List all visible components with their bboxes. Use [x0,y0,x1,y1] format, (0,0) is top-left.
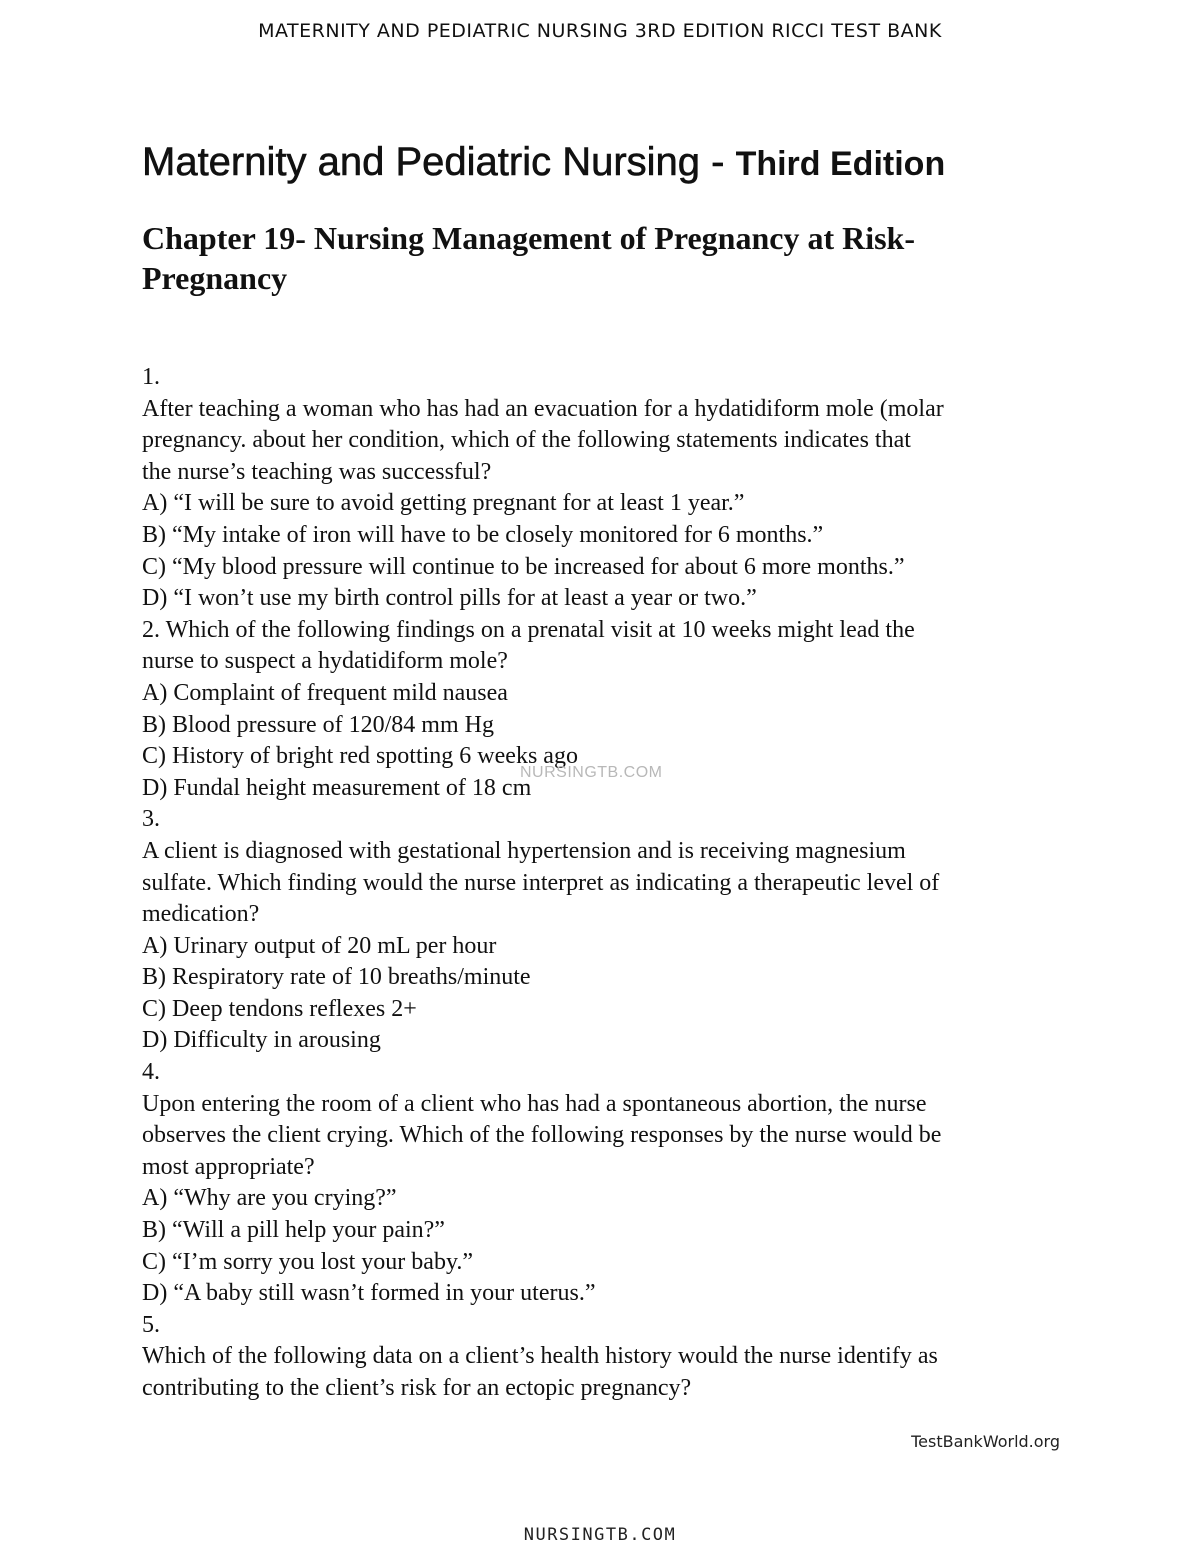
question-1-stem-line: After teaching a woman who has had an evacuation for a hydatidiform mole (molar [142,395,944,422]
question-2-option-d: D) Fundal height measurement of 18 cm [142,774,532,801]
question-5-number: 5. [142,1311,160,1338]
question-1-option-d: D) “I won’t use my birth control pills for at least a year or two.” [142,585,757,612]
question-4-option-b: B) “Will a pill help your pain?” [142,1217,445,1244]
question-1-number: 1. [142,364,160,390]
document-title-main: Maternity and Pediatric Nursing - [142,140,736,184]
question-2-stem-line: 2. Which of the following findings on a prenatal visit at 10 weeks might lead the [142,616,915,643]
question-3-option-d: D) Difficulty in arousing [142,1027,381,1054]
question-3-option-b: B) Respiratory rate of 10 breaths/minute [142,964,531,991]
question-1-option-c: C) “My blood pressure will continue to be increased for about 6 more months.” [142,553,905,580]
question-1-stem-line: the nurse’s teaching was successful? [142,458,492,485]
document-title [142,140,945,185]
question-2-stem-line: nurse to suspect a hydatidiform mole? [142,648,508,675]
footer-site-label: TestBankWorld.org [911,1432,1060,1451]
question-3-option-a: A) Urinary output of 20 mL per hour [142,932,497,959]
question-2-option-c: C) History of bright red spotting 6 weeks ago [142,743,578,770]
question-2-option-b: B) Blood pressure of 120/84 mm Hg [142,711,494,738]
question-3-number: 3. [142,806,160,833]
question-1-option-a: A) “I will be sure to avoid getting pregnant for at least 1 year.” [142,490,745,517]
question-1-option-b: B) “My intake of iron will have to be closely monitored for 6 months.” [142,521,824,548]
question-3-stem-line: sulfate. Which finding would the nurse interpret as indicating a therapeutic level of [142,869,940,896]
question-4-number: 4. [142,1059,160,1086]
question-3-option-c: C) Deep tendons reflexes 2+ [142,995,417,1022]
footer-bottom-label: NURSINGTB.COM [523,1525,677,1545]
question-4-option-c: C) “I’m sorry you lost your baby.” [142,1248,474,1275]
running-header: MATERNITY AND PEDIATRIC NURSING 3RD EDITION RICCI TEST BANK [258,20,942,42]
question-4-option-d: D) “A baby still wasn’t formed in your uterus.” [142,1280,596,1307]
document-title-edition: Third Edition [735,145,946,183]
question-3-stem-line: A client is diagnosed with gestational hypertension and is receiving magnesium [142,837,906,864]
question-4-option-a: A) “Why are you crying?” [142,1185,397,1212]
chapter-title-line-1: Chapter 19- Nursing Management of Pregnancy at Risk- [142,220,915,256]
question-list [142,362,1072,1405]
question-3-stem-line: medication? [142,901,260,928]
chapter-title-line-2: Pregnancy [142,260,288,296]
question-4-stem-line: most appropriate? [142,1153,315,1180]
watermark: NURSINGTB.COM [520,764,663,781]
question-2-option-a: A) Complaint of frequent mild nausea [142,679,508,706]
question-1-stem-line: pregnancy. about her condition, which of the following statements indicates that [142,427,911,454]
chapter-title [142,218,1042,298]
question-5-stem-line: Which of the following data on a client’s health history would the nurse identify as [142,1343,938,1370]
question-4-stem-line: Upon entering the room of a client who has had a spontaneous abortion, the nurse [142,1090,927,1117]
question-4-stem-line: observes the client crying. Which of the following responses by the nurse would be [142,1122,942,1149]
question-5-stem-line: contributing to the client’s risk for an ectopic pregnancy? [142,1375,692,1401]
